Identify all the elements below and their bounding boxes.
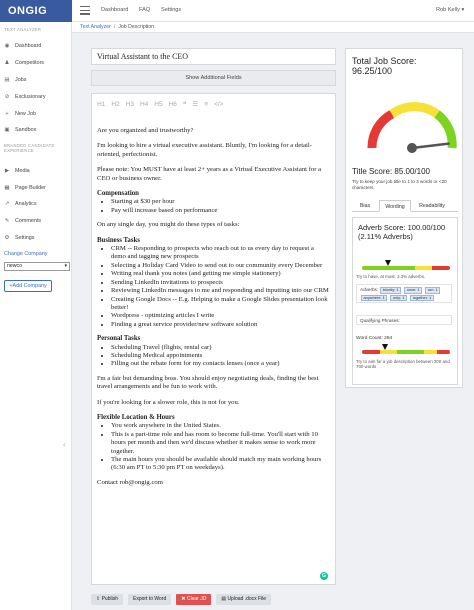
h5-button[interactable]: H5 — [154, 100, 163, 108]
paragraph: Are you organized and trustworthy? — [97, 127, 194, 134]
ongig-logo[interactable]: ONGIG — [0, 0, 72, 22]
word-count-hint: Try to aim for a job description between 300 and 700 words — [356, 359, 450, 370]
gauge-yellow-arc — [392, 107, 437, 114]
sidebar-item-competitors[interactable] — [4, 58, 44, 68]
sidebar-item-label: Sandbox — [15, 127, 37, 133]
analytics-icon: ↗ — [4, 201, 10, 207]
plus-icon: + — [5, 111, 9, 117]
sidebar-item-label: Analytics — [15, 201, 37, 207]
gauge-red-arc — [372, 114, 392, 148]
sidebar-item-label: Jobs — [15, 77, 27, 83]
sidebar-item-analytics[interactable] — [4, 199, 37, 209]
sidebar-item-label: Page Builder — [15, 185, 46, 191]
list-item: • Filling out the rebate form for my contacts lenses (once a year) — [111, 360, 329, 368]
tab-bias[interactable]: Bias — [359, 203, 371, 209]
sidebar-item-label: Media — [15, 168, 30, 174]
list-item: • Writing real thank you notes (and getting me simple stationery) — [111, 270, 329, 278]
sidebar-item-media[interactable] — [4, 166, 30, 176]
adverbs-label: Adverbs: — [360, 287, 379, 292]
sidebar-item-label: New Job — [15, 111, 36, 117]
export-to-word-button[interactable]: Export to Word — [128, 594, 171, 605]
code-icon[interactable]: </> — [214, 100, 224, 108]
editor-actions — [91, 594, 276, 605]
sidebar-section-text-analyzer: TEXT ANALYZER — [4, 27, 42, 32]
word-count-bar — [362, 350, 450, 354]
clear-jd-label: Clear JD — [186, 596, 207, 602]
bullet-list-icon[interactable]: ☰ — [192, 101, 199, 108]
paragraph: If you're looking for a slower role, this is not for you. — [97, 398, 240, 406]
breadcrumb-text-analyzer[interactable]: Text Analyzer — [80, 24, 111, 30]
exclusionary-icon: ⊘ — [4, 94, 10, 100]
upload-icon: ⇧ — [96, 596, 102, 602]
nav-dashboard[interactable]: Dashboard — [101, 7, 129, 13]
clear-jd-button[interactable] — [176, 594, 211, 605]
list-item: • Scheduling Travel (flights, rental car) — [111, 344, 329, 352]
media-icon: ▶ — [4, 168, 10, 174]
paragraph: I'm a fair but demanding boss. You should enjoy negotiating deals, finding the best travel arrangements and be fun to work with. — [97, 374, 319, 391]
adverb-chip[interactable]: anywhere: 1 — [361, 295, 387, 302]
sidebar-item-dashboard[interactable] — [4, 41, 41, 51]
editor-content[interactable] — [97, 127, 329, 494]
adverb-chip[interactable]: bluntly: 1 — [380, 287, 401, 294]
sidebar-item-settings[interactable] — [4, 233, 34, 243]
paragraph: I'm looking to hire a virtual executive assistant. Bluntly, I'm looking for a detail-oriented, perfectionist. — [97, 142, 312, 158]
sidebar-item-label: Competitors — [15, 60, 45, 66]
list-item: • Pay will increase based on performance — [111, 207, 329, 215]
user-menu[interactable]: Rob Kelly ▾ — [436, 7, 465, 13]
list-item: • Scheduling Medical appointments — [111, 352, 329, 360]
total-score-value: 96.25/100 — [352, 66, 393, 76]
adverb-details — [351, 216, 457, 384]
adverb-hint: Try to have, at most, 2.3% adverbs. — [356, 274, 426, 279]
chevron-down-icon: ▾ — [64, 263, 67, 269]
sidebar-item-label: Settings — [15, 235, 35, 241]
sidebar-item-label: Comments — [15, 218, 42, 224]
compensation-list — [111, 198, 329, 215]
word-count: Word Count: 284 — [356, 336, 393, 341]
jobs-icon: ▤ — [4, 77, 10, 83]
section-heading: Compensation — [97, 190, 139, 198]
h1-button[interactable]: H1 — [97, 100, 106, 108]
total-score-label: Total Job Score: — [352, 56, 417, 66]
title-score-hint: Try to keep your job title to 1 to 3 words or <20 characters. — [352, 179, 447, 190]
score-gauge — [352, 84, 458, 164]
adverb-chip[interactable]: once: 1 — [404, 287, 422, 294]
h4-button[interactable]: H4 — [139, 100, 149, 108]
section-heading: Flexible Location & Hours — [97, 413, 175, 421]
adverb-score-bar — [362, 266, 450, 270]
sidebar — [0, 22, 72, 610]
breadcrumb-separator: / — [113, 24, 116, 30]
company-select[interactable] — [4, 262, 70, 271]
tab-wording[interactable]: Wording — [379, 200, 411, 212]
job-description-editor[interactable] — [91, 93, 336, 585]
add-company-button[interactable]: +Add Company — [4, 280, 52, 292]
trash-icon: ✖ — [181, 596, 187, 602]
adverb-chip[interactable]: run: 1 — [425, 287, 440, 294]
sidebar-item-comments[interactable] — [4, 216, 41, 226]
list-item: • Reviewing LinkedIn messages to me and responding and inputting into our CRM — [111, 287, 329, 295]
paragraph: Contact rob@ongig.com — [97, 478, 163, 486]
list-item: • Selecting a Holiday Card Video to send out to our community every December — [111, 262, 329, 270]
hamburger-menu-icon[interactable] — [80, 6, 90, 15]
title-score: Title Score: 85.00/100 — [352, 167, 430, 176]
list-item: • Wordpress - optimizing articles I write — [111, 312, 329, 320]
page-builder-icon: ▦ — [4, 185, 10, 191]
adverbs-list — [356, 284, 452, 303]
section-heading: Personal Tasks — [97, 335, 141, 343]
breadcrumb — [72, 22, 474, 33]
ordered-list-icon[interactable]: ≡ — [204, 100, 208, 108]
sidebar-item-jobs[interactable] — [4, 75, 26, 85]
sidebar-item-label: Exclusionary — [15, 94, 46, 100]
upload-docx-button[interactable] — [216, 594, 271, 605]
dashboard-icon: ◉ — [4, 43, 10, 49]
sandbox-icon: ▣ — [4, 127, 10, 133]
business-tasks-list — [111, 245, 329, 329]
adverb-chip[interactable]: together: 1 — [410, 295, 434, 302]
nav-settings[interactable]: Settings — [161, 7, 182, 13]
sidebar-section-branded: BRANDED CANDIDATE EXPERIENCE — [4, 143, 55, 154]
adverb-chip[interactable]: only: 1 — [390, 295, 406, 302]
h3-button[interactable]: H3 — [125, 100, 134, 108]
change-company-label: Change Company — [4, 251, 48, 257]
qualifying-phrases: Qualifying Phrases: — [356, 315, 452, 325]
nav-faq[interactable]: FAQ — [139, 7, 151, 13]
adverb-score: Adverb Score: 100.00/100 (2.11% Adverbs) — [358, 223, 446, 241]
gear-icon: ⚙ — [4, 235, 10, 241]
collapse-sidebar-icon[interactable]: ‹ — [63, 440, 66, 449]
show-additional-fields-button[interactable]: Show Additional Fields — [91, 70, 336, 86]
list-item: • CRM -- Responding to prospects who reach out to us every day to request a demo and tagging new prospects — [111, 245, 329, 262]
list-item: • Starting at $30 per hour — [111, 198, 329, 206]
comments-icon: ✎ — [4, 218, 10, 224]
h2-button[interactable]: H2 — [111, 100, 120, 108]
breadcrumb-current: Job Description — [118, 24, 155, 30]
top-bar — [0, 0, 474, 22]
list-item: • You work anywhere in the United States. — [111, 422, 329, 430]
score-tabs — [352, 200, 458, 212]
editor-toolbar — [97, 99, 229, 109]
publish-button[interactable] — [91, 594, 123, 605]
paragraph: On any single day, you might do these types of tasks: — [97, 221, 240, 229]
total-job-score — [352, 56, 417, 76]
list-item: • This is a part-time role and has room to become full-time. You'll start with 10 hours per month and then we'd discuss whether it makes sense to work more together. — [111, 431, 329, 456]
sidebar-item-exclusionary[interactable] — [4, 92, 46, 102]
gauge-needle — [407, 140, 449, 157]
personal-tasks-list — [111, 344, 329, 369]
list-item: • Sending LinkedIn invitations to prospects — [111, 279, 329, 287]
competitors-icon: ♟ — [4, 60, 10, 66]
list-item: • The main hours you should be available should match my main working hours (6:30 am PT to 5:30 pm PT on weekdays). — [111, 456, 329, 473]
publish-label: Publish — [101, 596, 118, 602]
grammarly-icon[interactable]: G — [321, 573, 327, 579]
h6-button[interactable]: H6 — [168, 100, 177, 108]
list-item: • Creating Google Docs -- E.g. Helping to make a Google Slides presentation look better! — [111, 296, 329, 313]
file-icon: ▤ — [221, 596, 228, 602]
job-title-input[interactable]: Virtual Assistant to the CEO — [91, 48, 336, 65]
sidebar-item-sandbox[interactable] — [4, 125, 36, 135]
sidebar-item-page-builder[interactable] — [4, 183, 46, 193]
list-item: • Finding a great service provider/new software solution — [111, 321, 329, 329]
sidebar-item-new-job[interactable] — [4, 109, 36, 119]
flexible-location-list — [111, 422, 329, 472]
tab-readability[interactable]: Readability — [419, 203, 445, 209]
upload-docx-label: Upload .docx File — [227, 596, 267, 602]
company-select-value: newco — [7, 263, 22, 269]
quote-icon[interactable]: ❝ — [182, 101, 187, 108]
sidebar-item-label: Dashboard — [15, 43, 42, 49]
paragraph: Please note: You MUST have at least 2+ years as a Virtual Executive Assistant for a CEO or business owner. — [97, 166, 322, 182]
section-heading: Business Tasks — [97, 236, 140, 244]
